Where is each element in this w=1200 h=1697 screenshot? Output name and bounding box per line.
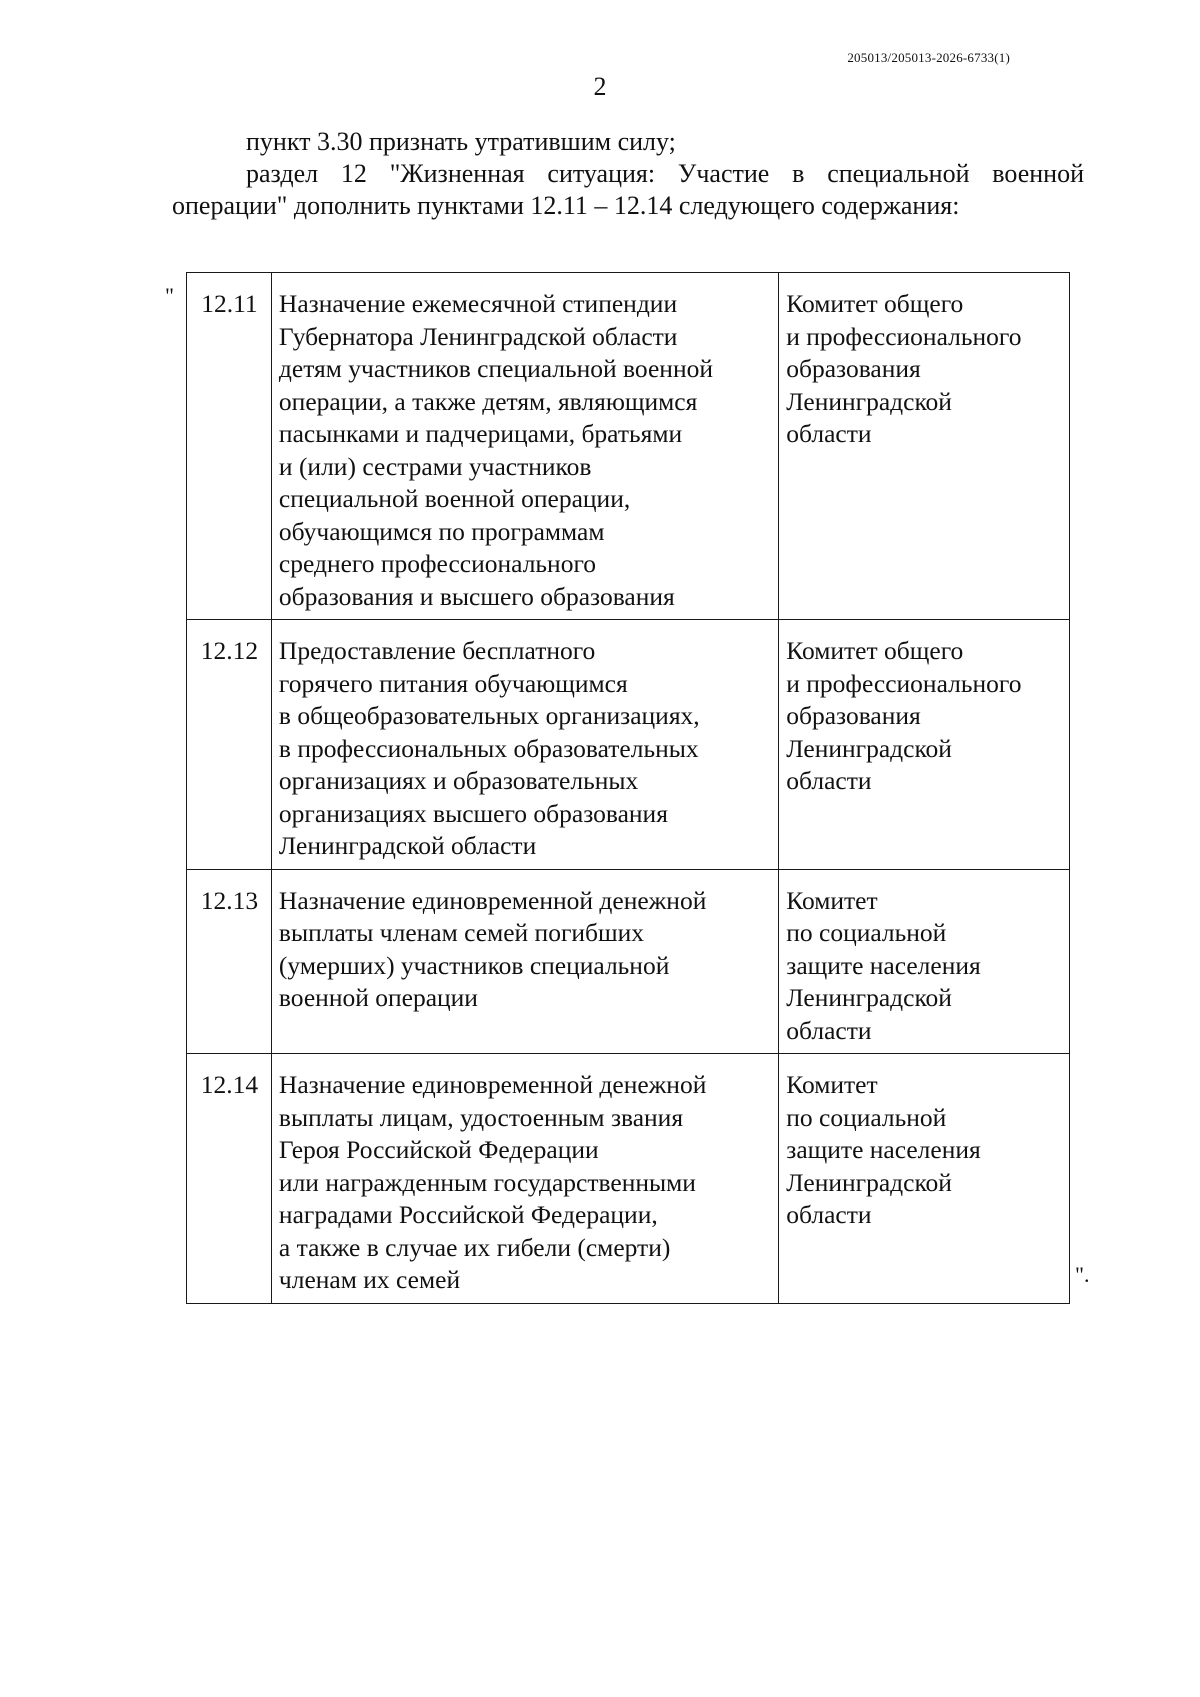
services-table-body bbox=[187, 273, 1070, 1304]
service-name-line: наградами Российской Федерации, bbox=[278, 1200, 658, 1229]
responsible-committee-line: области bbox=[786, 419, 872, 448]
service-name-line: обучающимся по программам bbox=[278, 516, 605, 546]
service-name-line: Назначение единовременной денежной bbox=[278, 885, 707, 915]
responsible-committee-line: защите населения bbox=[786, 950, 981, 980]
service-name-line: Назначение ежемесячной стипендии bbox=[278, 289, 678, 318]
row-number: 12.11 bbox=[187, 273, 272, 620]
responsible-committee-line: Ленинградской bbox=[786, 1167, 952, 1197]
service-name-line: специальной военной операции, bbox=[278, 484, 631, 513]
service-name-line: детям участников специальной военной bbox=[278, 354, 713, 383]
responsible-committee-line: области bbox=[786, 1200, 872, 1229]
responsible-committee-line: Ленинградской bbox=[786, 733, 952, 763]
service-name-line: Назначение единовременной денежной bbox=[278, 1070, 707, 1099]
responsible-committee-line: по социальной bbox=[786, 1102, 947, 1132]
service-name-line: Ленинградской области bbox=[278, 831, 537, 860]
services-table bbox=[186, 272, 1070, 1304]
service-name-line: членам их семей bbox=[278, 1265, 461, 1294]
service-name-line: выплаты членам семей погибших bbox=[278, 918, 645, 947]
intro-line-repeal: пункт 3.30 признать утратившим силу; bbox=[246, 127, 676, 156]
opening-quote: " bbox=[165, 283, 174, 308]
service-name-line: организациях и образовательных bbox=[278, 766, 639, 795]
responsible-committee-cell bbox=[779, 273, 1070, 620]
responsible-committee-line: по социальной bbox=[786, 918, 947, 947]
service-name-line: горячего питания обучающимся bbox=[278, 668, 628, 698]
responsible-committee-line: области bbox=[786, 1015, 872, 1045]
responsible-committee-line: Комитет общего bbox=[786, 636, 964, 665]
intro-paragraph-amendment: раздел 12 "Жизненная ситуация: Участие в специальной военной операции" дополнить пунктами 12.11 – 12.14 следующего содержания: bbox=[172, 159, 1084, 220]
responsible-committee-line: и профессионального bbox=[786, 668, 1022, 698]
service-name-line: образования и высшего образования bbox=[278, 581, 675, 611]
service-name-line: (умерших) участников специальной bbox=[278, 950, 670, 980]
table-row bbox=[187, 273, 1070, 620]
responsible-committee-line: области bbox=[786, 766, 872, 795]
service-name-line: Героя Российской Федерации bbox=[278, 1135, 599, 1164]
service-name-line: а также в случае их гибели (смерти) bbox=[278, 1232, 671, 1262]
table-row bbox=[187, 620, 1070, 870]
row-number: 12.13 bbox=[187, 869, 272, 1054]
responsible-committee-line: образования bbox=[786, 354, 921, 383]
service-name-cell bbox=[271, 273, 778, 620]
service-name-cell bbox=[271, 869, 778, 1054]
table-row bbox=[187, 1054, 1070, 1304]
closing-quote: ". bbox=[1075, 1262, 1090, 1287]
row-number: 12.14 bbox=[187, 1054, 272, 1304]
service-name-cell bbox=[271, 1054, 778, 1304]
responsible-committee-line: Комитет общего bbox=[786, 289, 964, 318]
responsible-committee-line: и профессионального bbox=[786, 321, 1022, 351]
row-number: 12.12 bbox=[187, 620, 272, 870]
document-registration-number: 205013/205013-2026-6733(1) bbox=[847, 50, 1010, 65]
responsible-committee-line: Комитет bbox=[786, 885, 878, 915]
service-name-line: и (или) сестрами участников bbox=[278, 451, 592, 481]
responsible-committee-line: Комитет bbox=[786, 1070, 878, 1099]
page-number: 2 bbox=[593, 72, 607, 101]
service-name-line: военной операции bbox=[278, 983, 478, 1012]
responsible-committee-line: защите населения bbox=[786, 1135, 981, 1164]
responsible-committee-line: образования bbox=[786, 701, 921, 730]
responsible-committee-cell bbox=[779, 620, 1070, 870]
intro-text bbox=[172, 126, 1084, 222]
responsible-committee-cell bbox=[779, 869, 1070, 1054]
service-name-line: в общеобразовательных организациях, bbox=[278, 701, 700, 730]
service-name-line: или награжденным государственными bbox=[278, 1167, 696, 1197]
service-name-line: операции, а также детям, являющимся bbox=[278, 386, 698, 416]
service-name-line: Губернатора Ленинградской области bbox=[278, 321, 678, 351]
service-name-cell bbox=[271, 620, 778, 870]
table-row bbox=[187, 869, 1070, 1054]
service-name-line: выплаты лицам, удостоенным звания bbox=[278, 1102, 684, 1132]
responsible-committee-cell bbox=[779, 1054, 1070, 1304]
service-name-line: в профессиональных образовательных bbox=[278, 733, 699, 763]
service-name-line: Предоставление бесплатного bbox=[278, 636, 596, 665]
responsible-committee-line: Ленинградской bbox=[786, 386, 952, 416]
service-name-line: пасынками и падчерицами, братьями bbox=[278, 419, 683, 448]
responsible-committee-line: Ленинградской bbox=[786, 983, 952, 1012]
service-name-line: среднего профессионального bbox=[278, 549, 597, 578]
service-name-line: организациях высшего образования bbox=[278, 798, 668, 828]
